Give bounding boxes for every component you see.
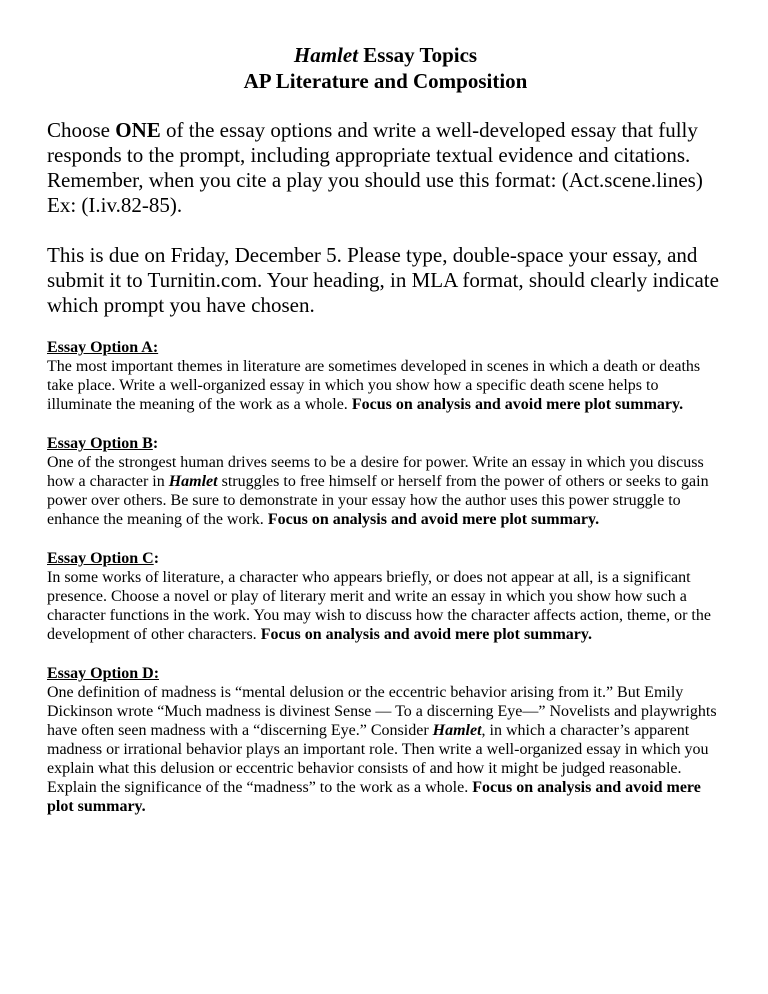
essay-option-c-text: In some works of literature, a character who appears briefly, or does not appear at all, is a significant presence. Choose a novel or play of literary merit and write an essay in which you show how such a character functions in the work. You may wish to discuss how the character affects action, theme, or the development of other characters. xyxy=(47,569,711,643)
essay-option-a-text: The most important themes in literature are sometimes developed in scenes in which a death or deaths take place. Write a well-organized essay in which you show how a specific death scene helps to illuminate the meaning of the work as a whole. xyxy=(47,358,701,413)
title-play-name: Hamlet xyxy=(293,43,359,67)
title-rest: Essay Topics xyxy=(358,43,478,67)
instructions-text-end: of the essay options and write a well-developed essay that fully responds to the prompt, including appropriate textual evidence and citations. Remember, when you cite a play you should use this format: (Act.scene.lines) Ex: (I.iv.82-85). xyxy=(47,118,703,217)
instructions-paragraph xyxy=(47,118,724,218)
essay-option-b-text-end: struggles to free himself or herself from the power of others or seeks to gain power over others. Be sure to demonstrate in your essay how the author uses this power struggle to enhance the meaning of the work. xyxy=(47,473,709,528)
essay-option-b-play-title: Hamlet xyxy=(168,473,218,490)
essay-option-b-heading-line xyxy=(47,434,724,453)
essay-option-c-colon: : xyxy=(153,550,160,567)
essay-option-d-text-start: One definition of madness is “mental delusion or the eccentric behavior arising from it.” But Emily Dickinson wrote “Much madness is divinest Sense — To a discerning Eye—” Novelists and playwrights have often seen madness with a “discerning Eye.” Consider xyxy=(47,684,717,739)
essay-option-c-heading: Essay Option C xyxy=(47,550,154,567)
essay-option-b-body xyxy=(47,453,724,529)
essay-option-c-heading-line xyxy=(47,549,724,568)
essay-option-d-emphasis: Focus on analysis and avoid mere plot summary. xyxy=(47,779,701,815)
instructions-text-start: Choose xyxy=(47,118,116,142)
essay-option-b xyxy=(47,434,724,529)
essay-option-b-text-start: One of the strongest human drives seems to be a desire for power. Write an essay in which you discuss how a character in xyxy=(47,454,704,490)
essay-option-c-body xyxy=(47,568,724,644)
due-date-paragraph: This is due on Friday, December 5. Please type, double-space your essay, and submit it to Turnitin.com. Your heading, in MLA format, should clearly indicate which prompt you have chosen. xyxy=(47,243,719,317)
instructions-emphasis: ONE xyxy=(115,118,161,142)
document-subtitle: AP Literature and Composition xyxy=(243,69,528,93)
essay-option-a-heading: Essay Option A: xyxy=(47,339,159,356)
essay-option-b-emphasis: Focus on analysis and avoid mere plot summary. xyxy=(267,511,600,528)
essay-option-d-text-end: , in which a character’s apparent madness or irrational behavior plays an important role. Then write a well-organized essay in which you explain what this delusion or eccentric behavior consists of and how it might be judged reasonable. Explain the significance of the “madness” to the work as a whole. xyxy=(47,722,709,796)
essay-option-d-play-title: Hamlet xyxy=(432,722,482,739)
essay-option-a-body xyxy=(47,357,724,414)
essay-option-d-heading: Essay Option D: xyxy=(47,665,160,682)
essay-option-d-body xyxy=(47,683,724,816)
essay-option-b-heading: Essay Option B xyxy=(47,435,153,452)
document-title xyxy=(47,42,724,68)
essay-option-d xyxy=(47,664,724,816)
essay-option-b-colon: : xyxy=(152,435,159,452)
essay-option-a-emphasis: Focus on analysis and avoid mere plot summary. xyxy=(351,396,684,413)
essay-option-c xyxy=(47,549,724,644)
essay-option-c-emphasis: Focus on analysis and avoid mere plot summary. xyxy=(260,626,592,643)
essay-option-a xyxy=(47,338,724,414)
